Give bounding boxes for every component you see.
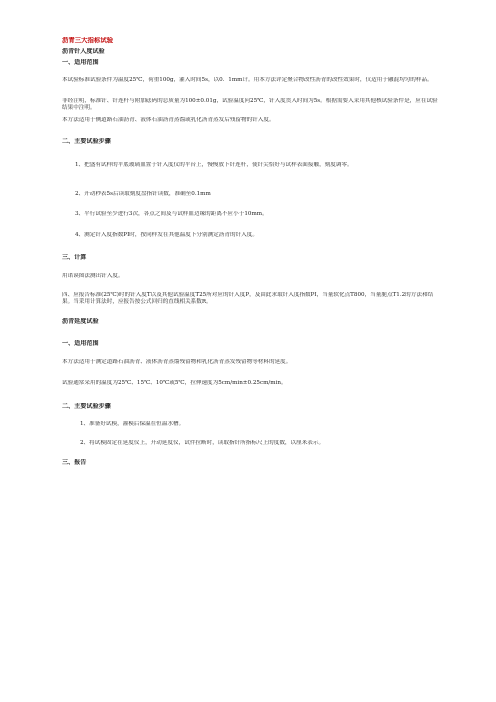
paragraph-scope-1: 本试验标准试验条件为温度25℃，荷重100g，灌入时间5s，以0．1mm计。用本方法评定聚合物改性沥青的改性效果时，仅适用于融混均匀的样品。 <box>62 77 433 83</box>
heading-ductility-report: 三、报告 <box>62 459 87 466</box>
heading-steps: 二、主要试验步骤 <box>62 138 111 145</box>
paragraph-scope-3: 本方法适用于侧道路石油沥青、液体石油沥青蒸馏或乳化沥青蒸发后残留物的针入度。 <box>62 117 275 123</box>
document-title: 沥青三大指标试验 <box>62 37 114 44</box>
step-4: 4、测定针入度指数PI时，按同样发在其他温度下分别测定沥青的针入度。 <box>75 232 258 238</box>
section-title-penetration: 沥青针入度试验 <box>62 48 105 55</box>
report-text: 四、应报告标准(25℃)时的针入度T以及其他试验温度T25所对应的针入度P，及由此求取针入度指数PI，当量软化点T800，当量脆点T1.2的方法和结果。当采用计算法时，应报告按公式回归的直线相关系数R。 <box>62 292 434 305</box>
heading-calculation: 三、计算 <box>62 254 87 261</box>
ductility-step-2: 2、将试模固定在延度仪上，开动延度仪，试件拉断时，读取指针所指标尺上的度数，以厘米表示。 <box>80 440 325 446</box>
ductility-scope-1: 本方法适用于测定道路石油沥青、液体沥青蒸馏残留物和乳化沥青蒸发残留物等材料的延度。 <box>62 359 292 365</box>
heading-scope: 一、适用范围 <box>62 59 99 66</box>
calculation-text: 用诺谟图法测出针入度。 <box>62 273 124 279</box>
heading-ductility-scope: 一、适用范围 <box>62 340 99 347</box>
ductility-scope-2: 试验通常采用的温度为25℃、15℃、10℃或5℃，拉伸速度为5cm/min±0.25cm/min。 <box>62 380 287 386</box>
step-2: 2、开动秒表5s后读取刻度盘指针读数，准确至0.1mm <box>75 191 211 197</box>
paragraph-scope-2: 非经注明，标准针、针连杆与附加砝码的总质量为100±0.01g，试验温度问25℃，针入度贯入时间为5s。根据需要入采用其他核试验条件是，应在试验结果中注明。 <box>62 98 438 111</box>
section-title-ductility: 沥青延度试验 <box>62 318 99 325</box>
step-3: 3、平行试验至少进行3次，各点之间及与试样皿边缘的距离不应小于10mm。 <box>75 211 268 217</box>
ductility-step-1: 1、准备好试模，灌模后保温在恒温水槽。 <box>80 421 185 427</box>
step-1: 1、把盛有试样的平底玻璃皿置于针入度仪的平台上，慢慢放下针连杆，使针尖恰好与试样表面接触，刻度调零。 <box>75 162 353 168</box>
heading-ductility-steps: 二、主要试验步骤 <box>62 403 111 410</box>
